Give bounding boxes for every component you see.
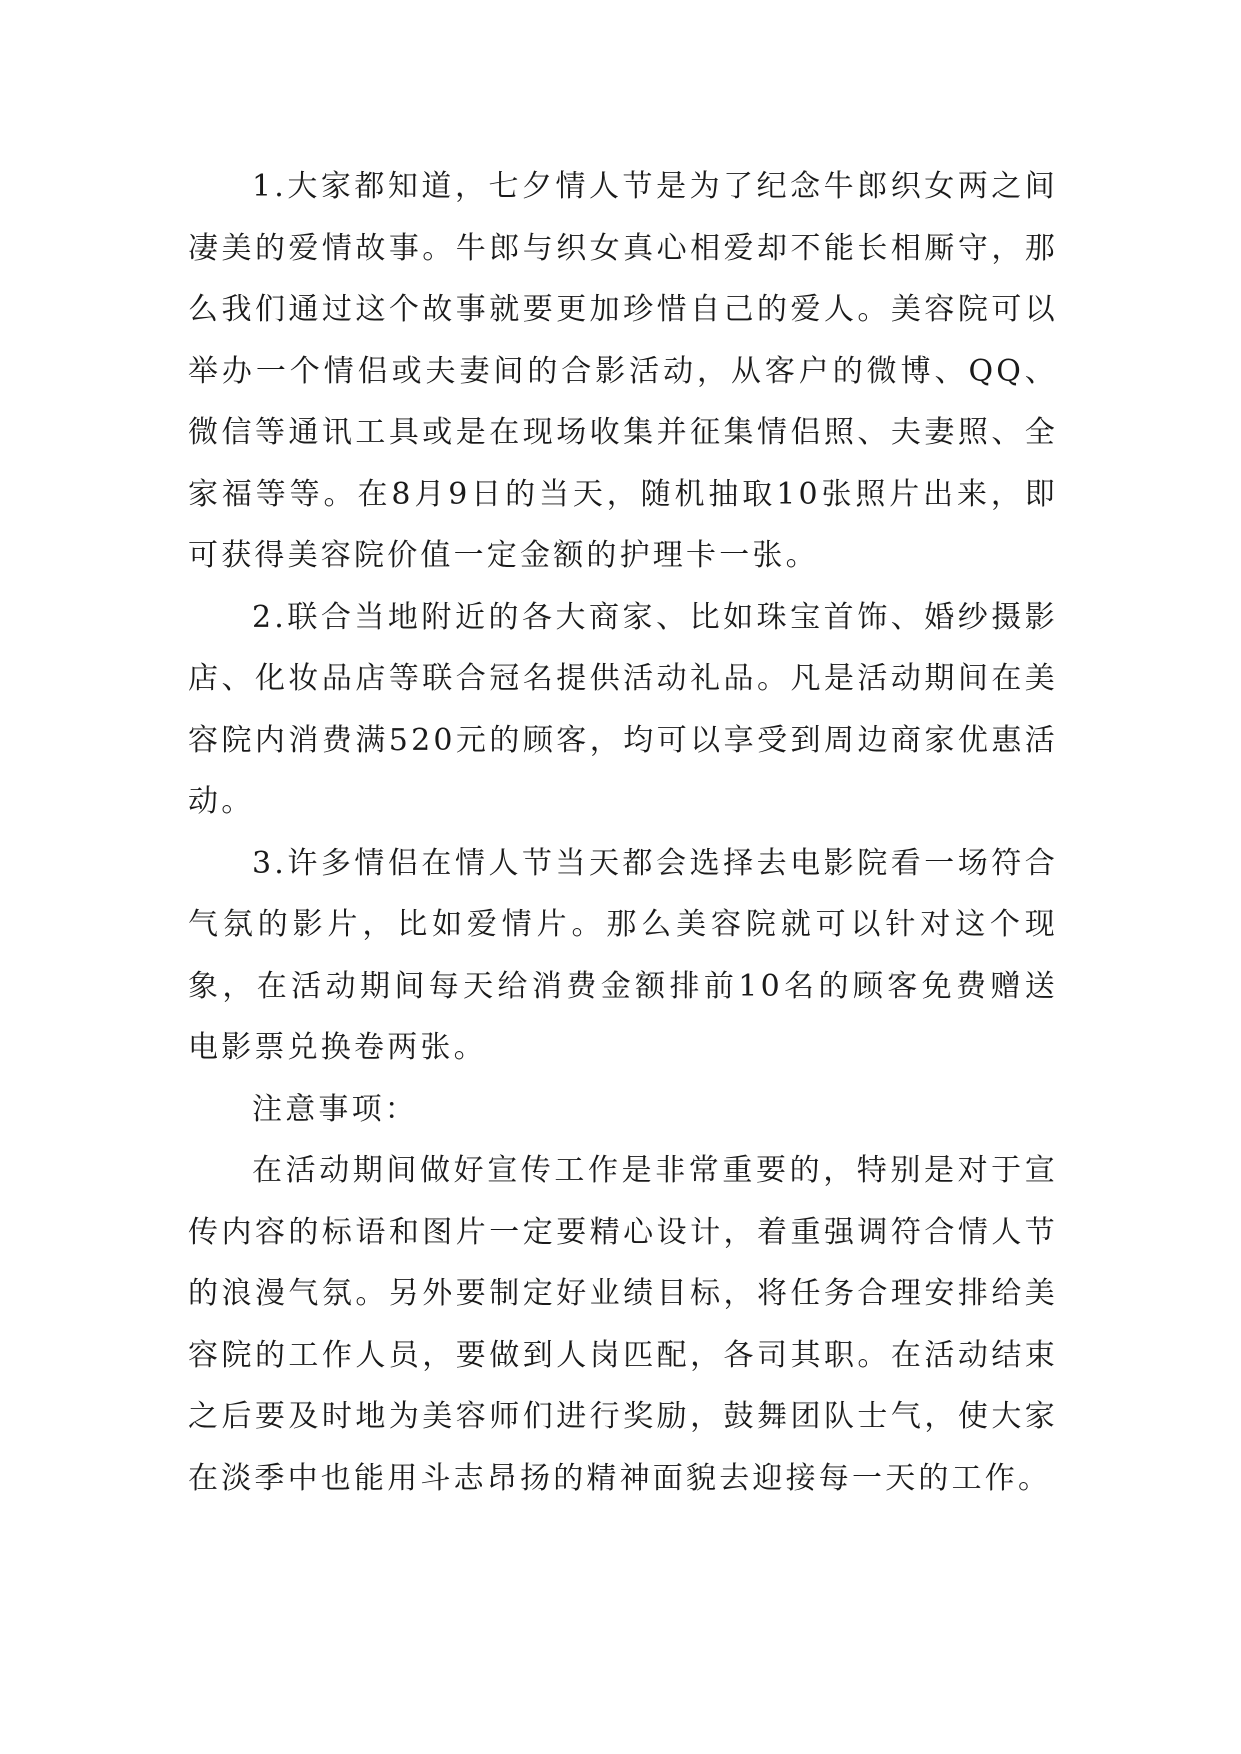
paragraph-notes: 在活动期间做好宣传工作是非常重要的，特别是对于宣传内容的标语和图片一定要精心设计，着重强调符合情人节的浪漫气氛。另外要制定好业绩目标，将任务合理安排给美容院的工作人员，要做到人岗匹配，各司其职。在活动结束之后要及时地为美容师们进行奖励，鼓舞团队士气，使大家在淡季中也能用斗志昂扬的精神面貌去迎接每一天的工作。 (188, 1153, 1058, 1496)
paragraph-activity-3: 3.许多情侣在情人节当天都会选择去电影院看一场符合气氛的影片，比如爱情片。那么美容院就可以针对这个现象，在活动期间每天给消费金额排前10名的顾客免费赠送电影票兑换卷两张。 (188, 845, 1058, 1065)
notes-heading: 注意事项： (252, 1091, 418, 1127)
document-body (188, 156, 1058, 1509)
paragraph-activity-2: 2.联合当地附近的各大商家、比如珠宝首饰、婚纱摄影店、化妆品店等联合冠名提供活动礼品。凡是活动期间在美容院内消费满520元的顾客，均可以享受到周边商家优惠活动。 (188, 599, 1058, 819)
paragraph-activity-1: 1.大家都知道，七夕情人节是为了纪念牛郎织女两之间凄美的爱情故事。牛郎与织女真心相爱却不能长相厮守，那么我们通过这个故事就要更加珍惜自己的爱人。美容院可以举办一个情侣或夫妻间的合影活动，从客户的微博、QQ、微信等通讯工具或是在现场收集并征集情侣照、夫妻照、全家福等等。在8月9日的当天，随机抽取10张照片出来，即可获得美容院价值一定金额的护理卡一张。 (188, 169, 1058, 573)
